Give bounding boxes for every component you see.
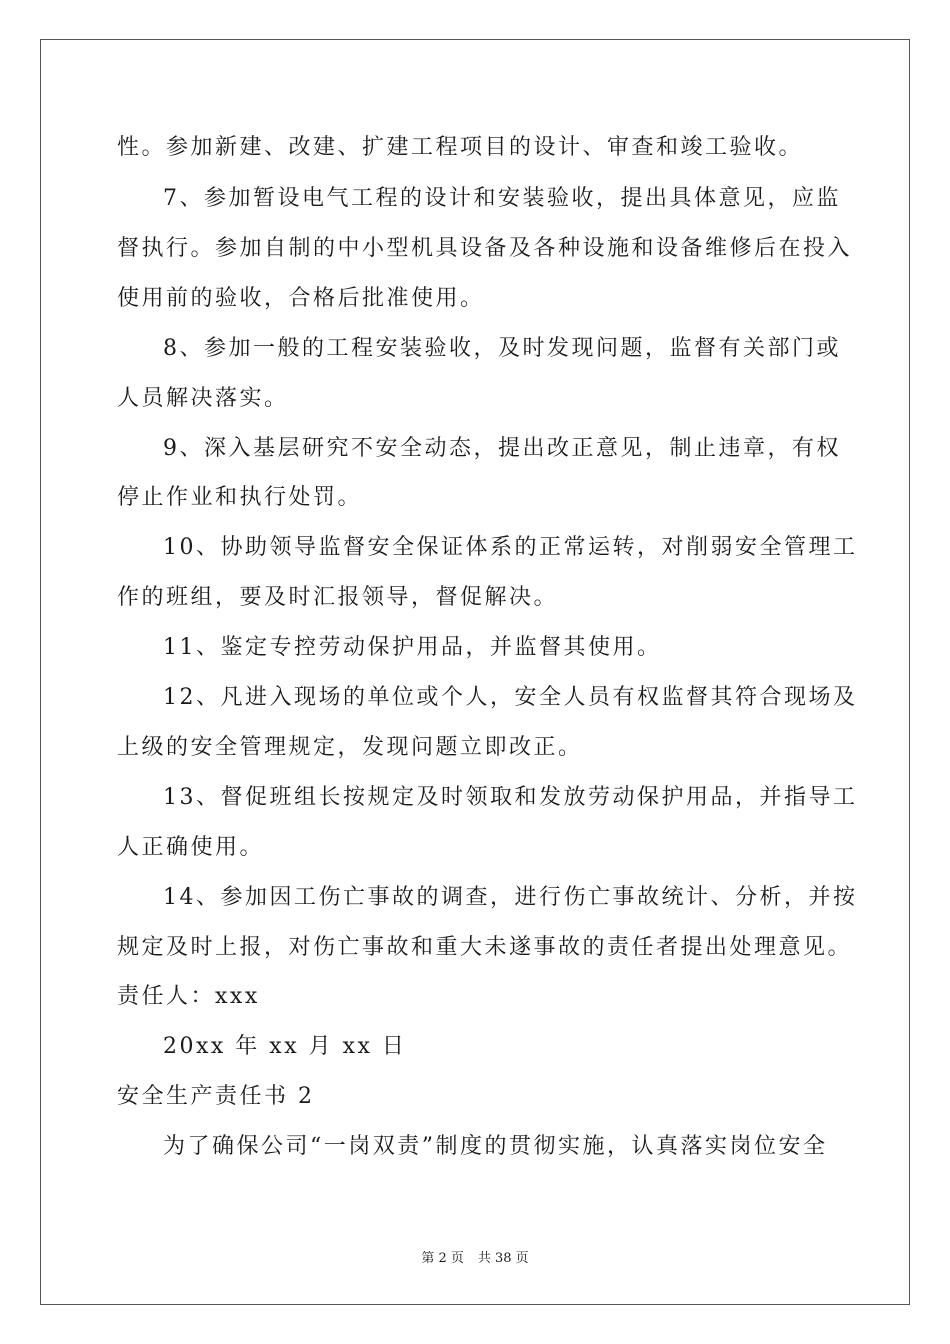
text-line: 人员解决落实。 [117, 386, 289, 411]
page-footer [0, 1247, 950, 1266]
text-line: 7、参加暂设电气工程的设计和安装验收，提出具体意见，应监 [163, 186, 841, 211]
text-line: 作的班组，要及时汇报领导，督促解决。 [117, 585, 559, 610]
text-line: 督执行。参加自制的中小型机具设备及各种设施和设备维修后在投入 [117, 236, 853, 261]
text-line: 8、参加一般的工程安装验收，及时发现问题，监督有关部门或 [163, 336, 841, 361]
date-line: 20xx 年 xx 月 xx 日 [163, 1034, 407, 1059]
text-line: 9、深入基层研究不安全动态，提出改正意见，制止违章，有权 [163, 436, 841, 461]
signature-line: 责任人：xxx [117, 984, 260, 1009]
text-line: 14、参加因工伤亡事故的调查，进行伤亡事故统计、分析，并按 [163, 885, 858, 910]
text-line: 使用前的验收，合格后批准使用。 [117, 286, 485, 311]
page-total: 共 38 页 [477, 1251, 529, 1266]
text-line: 性。参加新建、改建、扩建工程项目的设计、审查和竣工验收。 [117, 135, 804, 160]
text-line: 12、凡进入现场的单位或个人，安全人员有权监督其符合现场及 [163, 685, 858, 710]
text-line: 13、督促班组长按规定及时领取和发放劳动保护用品，并指导工 [163, 785, 858, 810]
section-title: 安全生产责任书 2 [117, 1084, 315, 1109]
text-line: 为了确保公司“一岗双责”制度的贯彻实施，认真落实岗位安全 [163, 1134, 828, 1159]
text-line: 人正确使用。 [117, 835, 265, 860]
text-line: 规定及时上报，对伤亡事故和重大未遂事故的责任者提出处理意见。 [117, 935, 853, 960]
page-number: 第 2 页 [421, 1251, 464, 1266]
text-line: 停止作业和执行处罚。 [117, 485, 363, 510]
text-line: 10、协助领导监督安全保证体系的正常运转，对削弱安全管理工 [163, 535, 858, 560]
text-line: 11、鉴定专控劳动保护用品，并监督其使用。 [163, 635, 662, 660]
text-line: 上级的安全管理规定，发现问题立即改正。 [117, 735, 583, 760]
